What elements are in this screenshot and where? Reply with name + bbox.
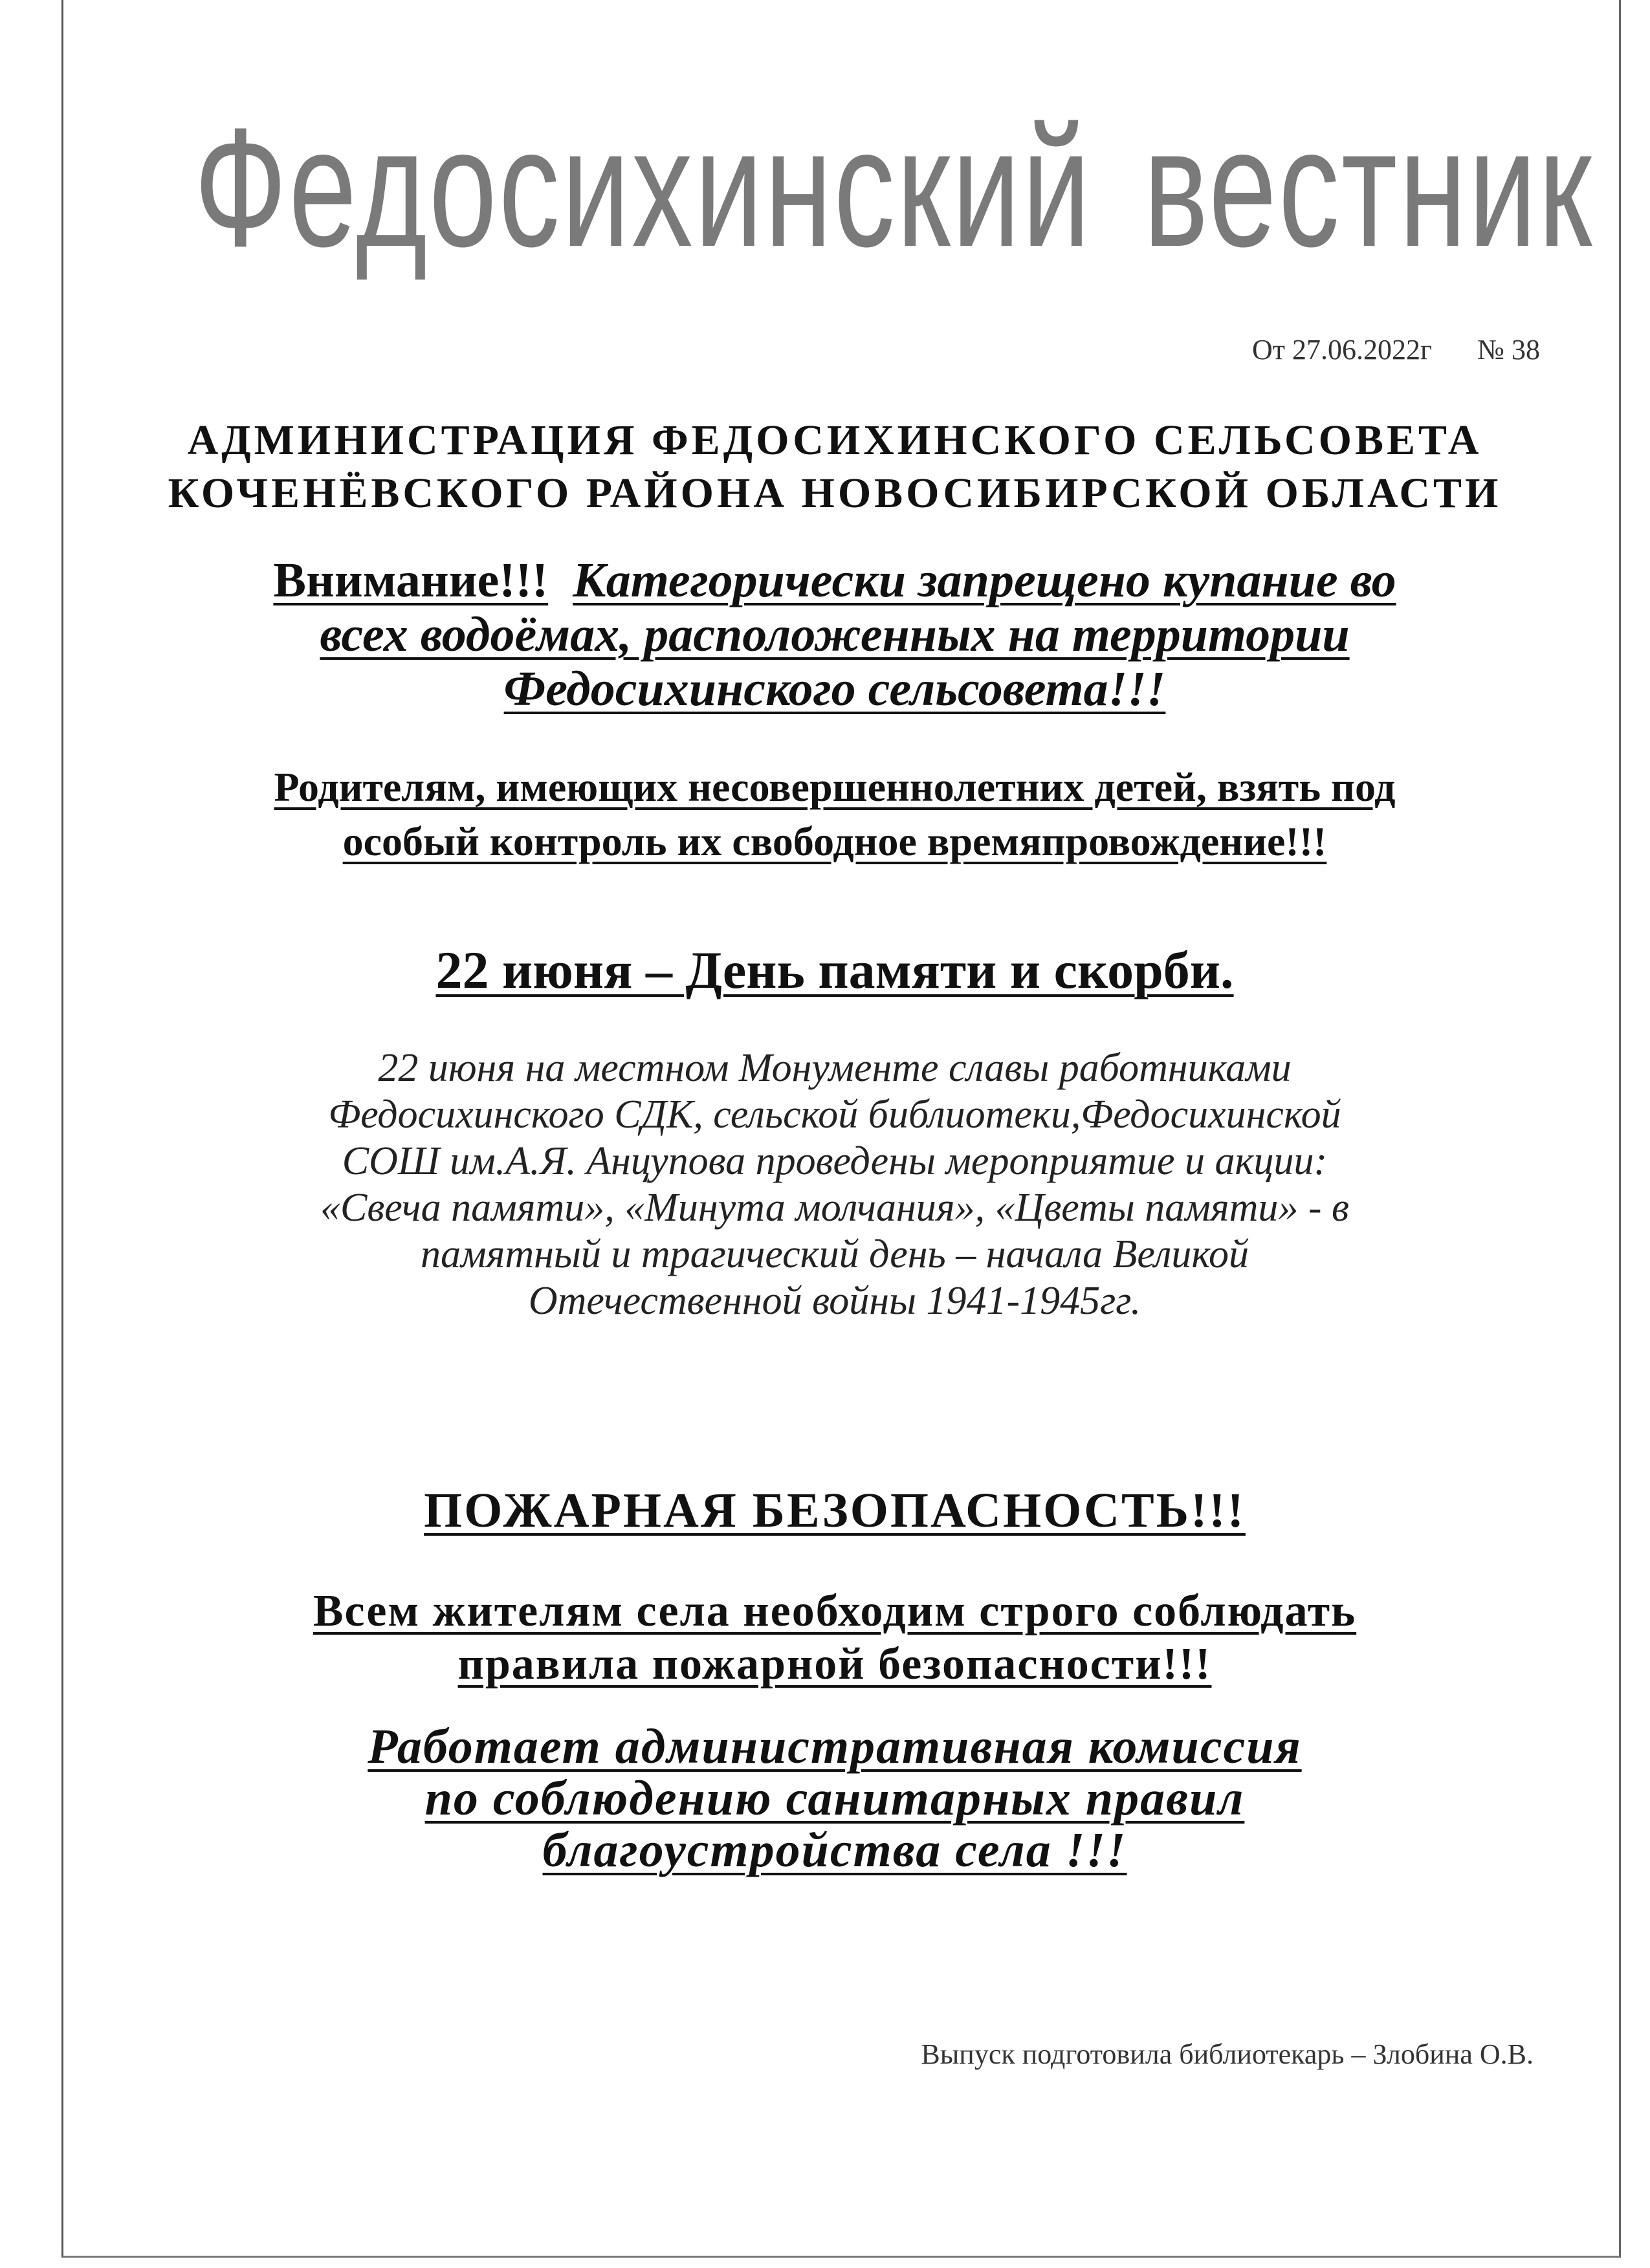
- issue-info: [1252, 333, 1540, 366]
- memorial-line-2: Федосихинского СДК, сельской библиотеки,Федосихинской: [328, 1093, 1341, 1137]
- commission-line-1: Работает административная комиссия: [368, 1719, 1302, 1774]
- memorial-line-6: Отечественной войны 1941-1945гг.: [528, 1279, 1141, 1323]
- commission-notice: [91, 1721, 1579, 1876]
- masthead-word-2: вестник: [1143, 93, 1594, 282]
- newspaper-masthead: [194, 78, 1594, 311]
- admin-line-2: КОЧЕНЁВСКОГО РАЙОНА НОВОСИБИРСКОЙ ОБЛАСТИ: [168, 470, 1502, 517]
- fire-line-2: правила пожарной безопасности!!!: [457, 1639, 1212, 1689]
- memorial-line-3: СОШ им.А.Я. Анцупова проведены мероприятие и акции:: [342, 1139, 1328, 1183]
- parents-notice: [91, 760, 1579, 869]
- issue-credit: Выпуск подготовила библиотекарь – Злобина О.В.: [921, 2038, 1534, 2070]
- fire-safety-heading: [91, 1481, 1579, 1540]
- memorial-line-1: 22 июня на местном Монументе славы работниками: [378, 1046, 1292, 1090]
- issue-number: № 38: [1477, 334, 1540, 365]
- swimming-ban-notice: [91, 553, 1579, 716]
- memorial-title: 22 июня – День памяти и скорби.: [435, 941, 1234, 999]
- memorial-line-4: «Свеча памяти», «Минута молчания», «Цветы памяти» - в: [320, 1186, 1349, 1230]
- memorial-line-5: памятный и трагический день – начала Великой: [420, 1232, 1249, 1276]
- admin-line-1: АДМИНИСТРАЦИЯ ФЕДОСИХИНСКОГО СЕЛЬСОВЕТА: [187, 417, 1482, 464]
- commission-line-3: благоустройства села !!!: [542, 1823, 1127, 1877]
- attention-line-3: Федосихинского сельсовета!!!: [503, 662, 1166, 716]
- attention-line-1: Категорически запрещено купание во: [573, 553, 1396, 607]
- memorial-heading: [91, 938, 1579, 1003]
- parents-line-2: особый контроль их свободное времяпровождение!!!: [342, 818, 1327, 864]
- administration-heading: [91, 414, 1579, 520]
- fire-title: ПОЖАРНАЯ БЕЗОПАСНОСТЬ!!!: [424, 1483, 1246, 1538]
- fire-safety-notice: [91, 1585, 1579, 1691]
- parents-line-1: Родителям, имеющих несовершеннолетних детей, взять под: [274, 764, 1396, 810]
- memorial-paragraph: [91, 1045, 1579, 1324]
- issue-date: От 27.06.2022г: [1251, 334, 1433, 365]
- fire-line-1: Всем жителям села необходим строго соблюдать: [313, 1586, 1357, 1636]
- attention-lead: Внимание!!!: [273, 553, 549, 607]
- commission-line-2: по соблюдению санитарных правил: [424, 1771, 1245, 1826]
- masthead-word-1: Федосихинский: [194, 93, 1092, 282]
- attention-line-2: всех водоёмах, расположенных на территории: [320, 607, 1350, 662]
